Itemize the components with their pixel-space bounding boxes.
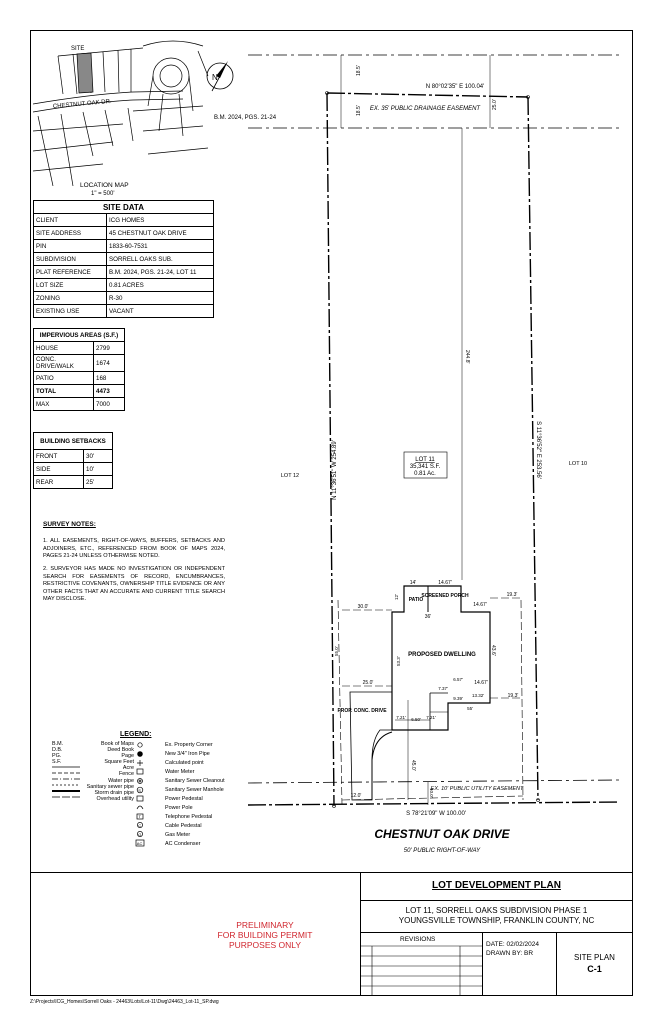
right-bearing: S 11°36'52" E 253.56' [535,421,541,479]
legend-line-samples [52,765,82,805]
table-row: REAR 25' [34,476,113,489]
dim-193a: 19.3' [506,592,518,598]
drainage-easement: EX. 35' PUBLIC DRAINAGE EASEMENT [369,106,481,112]
table-row: CONC. DRIVE/WALK 1674 [34,355,125,372]
location-map [33,36,213,186]
legend-row: AC Condenser [165,841,201,847]
dim-1467c: 14.67' [474,680,488,686]
legend-row: Calculated point [165,760,204,766]
setbacks-title: BUILDING SETBACKS [34,433,113,450]
legend-symbols [134,741,146,849]
rear-bearing: N 80°02'35" E 100.04' [425,84,485,90]
table-row: LOT SIZE 0.81 ACRES [34,279,214,292]
drawn-by-label: DRAWN BY: BR [486,950,534,957]
legend-row: Storm drain pipe [94,789,134,796]
table-row: TOTAL 4473 [34,385,125,398]
svg-text:AC: AC [136,841,143,846]
table-row: EXISTING USE VACANT [34,305,214,318]
legend-row: Sanitary Sewer Cleanout [165,778,225,784]
dim-55: 55' [467,706,473,711]
sheet-title: SITE PLAN [574,953,615,962]
file-path: Z:\Projects\ICG_Homes\Sorrell Oaks - 24463\Lots\Lot-11\Dwg\24463_Lot-11_SP.dwg [30,999,219,1005]
location-map-caption: LOCATION MAP [80,182,129,189]
table-row: SIDE 10' [34,463,113,476]
front-bearing: S 78°21'09" W 100.00' [406,811,466,817]
dim-436: 43.6' [490,645,496,656]
dim-737: 7.37' [438,686,448,691]
legend-row: D.B. Deed Book [52,747,134,754]
survey-notes-title: SURVEY NOTES: [43,521,96,528]
legend-row: Sanitary sewer pipe [86,783,134,790]
dim-939: 9.39' [453,696,463,701]
plan-subtitle-1: LOT 11, SORRELL OAKS SUBDIVISION PHASE 1 [405,906,588,915]
legend-row: Fence [119,771,134,778]
table-row: SUBDIVISION SORRELL OAKS SUB. [34,253,214,266]
legend-symbol-labels [165,741,225,849]
svg-text:C: C [138,823,142,828]
table-row: PATIO 168 [34,372,125,385]
dim-1332: 13.32' [471,693,485,698]
lot-10-label: LOT 10 [568,461,588,467]
dim-1467b: 14.67' [473,602,487,608]
legend-row: Power Pole [165,805,193,811]
legend-row: PG. Page [52,753,134,760]
patio-label: PATIO [408,597,424,603]
dim-1467: 14.67' [438,580,452,586]
dim-533: 53.3' [396,656,401,666]
dim-100: 10.0' [429,788,434,798]
dim-120: 12.0' [350,793,362,799]
lot-acres: 0.81 Ac. [414,471,436,477]
legend-row: Water pipe [108,777,134,784]
table-row: HOUSE 2799 [34,342,125,355]
dim-2448: 244.8' [464,350,470,364]
preliminary-stamp: PRELIMINARY FOR BUILDING PERMIT PURPOSES ONLY [217,920,313,950]
building-setbacks-table [33,432,113,489]
revisions-label: REVISIONS [400,936,436,943]
table-row: PIN 1833-60-7531 [34,240,214,253]
legend-row: Overhead utility [96,795,134,802]
table-row: FRONT 30' [34,450,113,463]
svg-text:S: S [138,788,141,793]
legend-row: Telephone Pedestal [165,814,213,820]
survey-note-1: 1. ALL EASEMENTS, RIGHT-OF-WAYS, BUFFERS, SETBACKS AND ADJOINERS, ETC., REFERENCED FROM BOOK OF MAPS 2024, PAGES 21-24 UNLESS OTHERWISE NOTED. [43,538,225,560]
legend-title: LEGEND: [120,731,152,738]
dim-185a: 18.5' [356,65,362,76]
impervious-title: IMPERVIOUS AREAS (S.F.) [34,329,125,342]
drive-label: PROP. CONC. DRIVE [337,708,387,714]
street-name: CHESTNUT OAK DRIVE [374,827,510,841]
dim-721b: 7.21' [426,715,436,720]
table-row: MAX 7000 [34,398,125,411]
dwelling-label: PROPOSED DWELLING [408,652,476,658]
plan-subtitle-2: YOUNGSVILLE TOWNSHIP, FRANKLIN COUNTY, NC [398,916,595,925]
dim-300: 30.0' [357,604,369,610]
dim-12: 12' [394,594,399,600]
table-row: SITE ADDRESS 45 CHESTNUT OAK DRIVE [34,227,214,240]
svg-text:N: N [212,73,218,82]
lot-sf: 35,341 S.F. [409,464,441,470]
site-data-table [33,200,214,318]
dim-250b: 25.0' [362,680,374,686]
survey-note-2: 2. SURVEYOR HAS MADE NO INVESTIGATION OR INDEPENDENT SEARCH FOR EASEMENTS OF RECORD, ENCUMBRANCES, RESTRICTIVE COVENANTS, OWNERSHIP TITLE EVIDENCE OR ANY OTHER FACTS THAT AN ACCURATE AND CURRENT TITLE SEARCH MAY DISCLOSE. [43,566,225,603]
dim-450: 45.0' [410,760,416,771]
right-of-way: 50' PUBLIC RIGHT-OF-WAY [403,848,481,854]
bm-reference: B.M. 2024, PGS. 21-24 [214,115,277,121]
legend-row: Gas Meter [165,832,191,838]
dim-250: 25.0' [492,99,498,110]
dim-185b: 18.5' [356,105,362,116]
site-data-title: SITE DATA [34,201,214,214]
dim-193b: 19.3' [507,693,519,699]
dim-650: 6.50' [411,717,421,722]
table-row: CLIENT ICG HOMES [34,214,214,227]
impervious-areas-table [33,328,125,411]
svg-text:T: T [138,814,141,819]
svg-text:G: G [138,832,142,837]
sheet-number: C-1 [587,964,602,974]
legend-row: S.F. Square Feet [52,759,134,766]
street-label: CHESTNUT OAK DR. [52,98,112,110]
legend-row: Ex. Property Corner [165,742,213,748]
site-label: SITE [71,46,85,52]
plan-title: LOT DEVELOPMENT PLAN [432,880,561,891]
legend-row: Cable Pedestal [165,823,202,829]
title-block-divider-5 [360,900,633,901]
lot-12-label: LOT 12 [280,473,300,479]
lot-label: LOT 11 [415,457,435,463]
dim-36: 36' [424,614,432,620]
utility-easement-1: EX. 10' PUBLIC UTILITY EASEMENT [430,786,524,792]
north-arrow-icon [202,58,238,94]
table-row: PLAT REFERENCE B.M. 2024, PGS. 21-24, LOT 11 [34,266,214,279]
dim-721a: 7.21' [396,715,406,720]
date-label: DATE: 02/02/2024 [486,941,539,948]
table-row: ZONING R-30 [34,292,214,305]
legend-row: Power Pedestal [165,796,203,802]
legend-row: B.M. Book of Maps [52,741,134,747]
dim-550: 55.0' [334,646,339,656]
legend-row: New 3/4" Iron Pipe [165,751,210,757]
site-plan-drawing [240,40,630,870]
legend-row: Water Meter [165,769,195,775]
legend-row: Acre [122,765,134,772]
dim-657: 6.57' [453,677,463,682]
porch-label: SCREENED PORCH [421,593,469,599]
dim-14: 14' [409,580,417,586]
legend-row: Sanitary Sewer Manhole [165,787,224,793]
left-bearing: N 11°36'51" W 254.89' [332,440,338,500]
location-map-scale: 1" = 500' [91,191,115,197]
